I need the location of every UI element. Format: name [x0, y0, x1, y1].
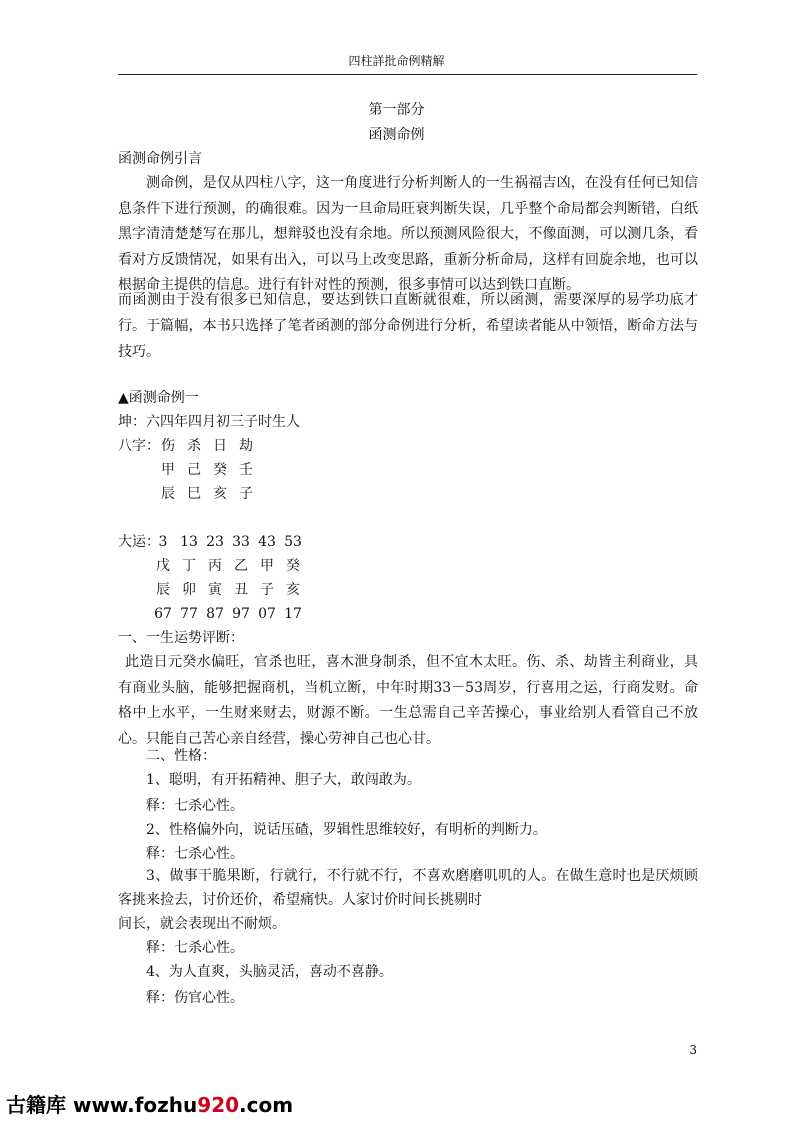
ten-god: 日 [213, 438, 227, 454]
dayun-branch: 丑 [234, 582, 248, 598]
fortune-heading: 一、一生运势评断： [118, 630, 244, 646]
dayun-age: 33 [232, 534, 250, 550]
page-number: 3 [689, 1043, 697, 1057]
intro-paragraph-3: 于篇幅，本书只选择了笔者函测的部分命例进行分析，希望读者能从中领悟，断命方法与技巧。 [118, 318, 698, 360]
fortune-paragraph: 此造日元癸水偏旺，官杀也旺，喜木泄身制杀，但不宜木太旺。伤、杀、劫皆主利商业，具有商业头脑，能够把握商机，当机立断，中年时期33－53周岁，行喜用之运，行商发财。命格中上水平，一生财来财去，财源不断。一生总需自己辛苦操心，事业给别人看管自己不放心。只能自己苦心亲自经营，操心劳神自己也心甘。 [118, 654, 698, 747]
stem: 甲 [161, 462, 175, 478]
ten-gods-row [155, 434, 259, 459]
character-heading: 二、性格： [146, 748, 216, 764]
stems-row [155, 458, 259, 483]
dayun-branch: 辰 [156, 582, 170, 598]
watermark-url-b: 920 [197, 1093, 240, 1117]
character-note: 释：七杀心性。 [146, 940, 244, 956]
intro-paragraph-1: 测命例，是仅从四柱八字，这一角度进行分析判断人的一生祸福吉凶，在没有任何已知信息条件下进行预测，的确很难。因为一旦命局旺衰判断失误，几乎整个命局都会判断错，白纸黑字清清楚楚写在那儿，想辩驳也没有余地。所以预测风险很大，不像面测，可以测几条，看看对方反馈情况，如果有出入，可以马上改变思路，重新分析命局，这样有回旋余地，也可以根据命主提供的信息。进行有针对性的预测，很多事情可以达到铁口直断。 [118, 175, 698, 293]
character-note: 释：七杀心性。 [146, 798, 244, 814]
dayun-year: 77 [180, 606, 198, 622]
dayun-stem: 戊 [156, 558, 170, 574]
character-note: 释：七杀心性。 [146, 846, 244, 862]
dayun-branch: 亥 [286, 582, 300, 598]
header-rule [118, 74, 697, 75]
dayun-ages-row [150, 530, 306, 555]
birth-info: 坤：六四年四月初三子时生人 [118, 414, 300, 430]
dayun-stem: 乙 [234, 558, 248, 574]
stem: 壬 [239, 462, 253, 478]
case-title: ▲函测命例一 [118, 390, 199, 406]
dayun-age: 53 [284, 534, 302, 550]
dayun-branch: 子 [260, 582, 274, 598]
running-header: 四柱詳批命例精解 [348, 54, 445, 68]
dayun-age: 13 [180, 534, 198, 550]
branch: 亥 [213, 486, 227, 502]
ten-god: 伤 [161, 438, 175, 454]
branch: 辰 [161, 486, 175, 502]
branch: 巳 [187, 486, 201, 502]
dayun-branches-row [150, 578, 306, 603]
character-item-continued: 间长，就会表现出不耐烦。 [118, 916, 286, 932]
dayun-stem: 癸 [286, 558, 300, 574]
character-item: 1、聪明，有开拓精神、胆子大，敢闯敢为。 [146, 772, 421, 788]
character-item: 3、做事干脆果断，行就行，不行就不行，不喜欢磨磨叽叽的人。在做生意时也是厌烦顾客挑来捡去，讨价还价，希望痛快。人家讨价时间长挑剔时 [118, 868, 698, 908]
branches-row [155, 482, 259, 507]
dayun-stem: 丁 [182, 558, 196, 574]
dayun-year: 07 [258, 606, 276, 622]
dayun-label: 大运： [118, 534, 160, 550]
intro-heading: 函测命例引言 [118, 151, 202, 167]
dayun-branch: 卯 [182, 582, 196, 598]
watermark-name: 古籍库 [6, 1093, 66, 1117]
watermark [6, 1089, 293, 1118]
dayun-stem: 甲 [260, 558, 274, 574]
stem: 己 [187, 462, 201, 478]
dayun-year: 17 [284, 606, 302, 622]
dayun-year: 97 [232, 606, 250, 622]
dayun-age: 3 [158, 534, 168, 550]
dayun-stem: 丙 [208, 558, 222, 574]
dayun-age: 43 [258, 534, 276, 550]
part-title: 第一部分 [368, 102, 425, 118]
character-item: 2、性格偏外向，说话压碴，罗辑性思维较好，有明析的判断力。 [146, 822, 547, 838]
branch: 子 [239, 486, 253, 502]
watermark-url-a: www.fozhu [72, 1093, 198, 1117]
character-note: 释：伤官心性。 [146, 990, 244, 1006]
stem: 癸 [213, 462, 227, 478]
ten-god: 劫 [239, 438, 253, 454]
dayun-age: 23 [206, 534, 224, 550]
dayun-years-row [150, 602, 306, 627]
intro-paragraph-2: 而函测由于没有很多已知信息，要达到铁口直断就很难，所以函测，需要深厚的易学功底才行。 [118, 292, 698, 334]
section-title: 函测命例 [368, 127, 425, 143]
ten-god: 杀 [187, 438, 201, 454]
dayun-year: 87 [206, 606, 224, 622]
bazi-label: 八字： [118, 438, 160, 454]
character-item: 4、为人直爽，头脑灵活，喜动不喜静。 [146, 964, 393, 980]
dayun-year: 67 [154, 606, 172, 622]
dayun-branch: 寅 [208, 582, 222, 598]
dayun-stems-row [150, 554, 306, 579]
watermark-url-c: .com [239, 1093, 294, 1117]
